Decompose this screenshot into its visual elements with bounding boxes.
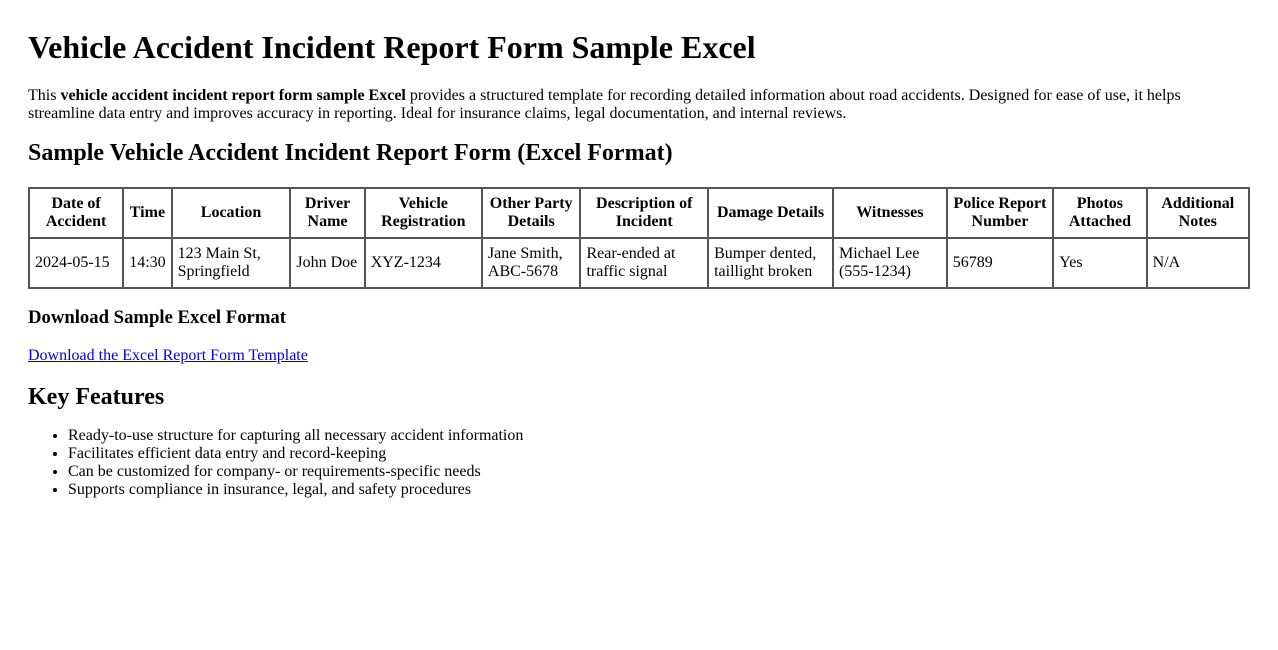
table-header-row <box>29 188 1249 238</box>
column-header-other-party: Other Party Details <box>482 188 581 238</box>
features-section-heading: Key Features <box>28 384 165 410</box>
column-header-driver-name: Driver Name <box>290 188 364 238</box>
download-paragraph <box>28 347 1250 365</box>
cell-date: 2024-05-15 <box>29 238 123 288</box>
cell-other-party: Jane Smith, ABC-5678 <box>482 238 581 288</box>
cell-driver-name: John Doe <box>290 238 364 288</box>
sample-section-heading: Sample Vehicle Accident Incident Report Form (Excel Format) <box>28 140 673 166</box>
column-header-photos: Photos Attached <box>1053 188 1146 238</box>
features-list <box>28 427 1250 499</box>
column-header-witnesses: Witnesses <box>833 188 947 238</box>
cell-notes: N/A <box>1147 238 1249 288</box>
column-header-time: Time <box>123 188 171 238</box>
list-item: • Supports compliance in insurance, legal, and safety procedures <box>68 481 1250 499</box>
cell-location: 123 Main St, Springfield <box>172 238 291 288</box>
intro-bold-keyword: vehicle accident incident report form sample Excel <box>60 87 406 104</box>
page-title: Vehicle Accident Incident Report Form Sample Excel <box>28 29 756 65</box>
report-form-table <box>28 187 1250 289</box>
column-header-notes: Additional Notes <box>1147 188 1249 238</box>
intro-paragraph <box>28 87 1250 123</box>
cell-time: 14:30 <box>123 238 171 288</box>
column-header-vehicle-registration: Vehicle Registration <box>365 188 482 238</box>
cell-witnesses: Michael Lee (555-1234) <box>833 238 947 288</box>
column-header-location: Location <box>172 188 291 238</box>
cell-vehicle-registration: XYZ-1234 <box>365 238 482 288</box>
column-header-description: Description of Incident <box>580 188 708 238</box>
table-row <box>29 238 1249 288</box>
cell-photos: Yes <box>1053 238 1146 288</box>
column-header-damage-details: Damage Details <box>708 188 833 238</box>
list-item: • Facilitates efficient data entry and record-keeping <box>68 445 1250 463</box>
list-item: • Ready-to-use structure for capturing all necessary accident information <box>68 427 1250 445</box>
cell-police-report: 56789 <box>947 238 1054 288</box>
intro-suffix: provides a structured template for recording detailed information about road accidents. Designed for ease of use, it helps streamline data entry and improves accuracy in reporting. Ideal for insurance claims, legal documentation, and internal reviews. <box>28 87 1181 122</box>
cell-description: Rear-ended at traffic signal <box>580 238 708 288</box>
list-item: • Can be customized for company- or requirements-specific needs <box>68 463 1250 481</box>
column-header-police-report: Police Report Number <box>947 188 1054 238</box>
download-template-link[interactable]: Download the Excel Report Form Template <box>28 347 308 364</box>
cell-damage-details: Bumper dented, taillight broken <box>708 238 833 288</box>
download-section-heading: Download Sample Excel Format <box>28 307 286 328</box>
column-header-date: Date of Accident <box>29 188 123 238</box>
intro-prefix: This <box>28 87 61 104</box>
